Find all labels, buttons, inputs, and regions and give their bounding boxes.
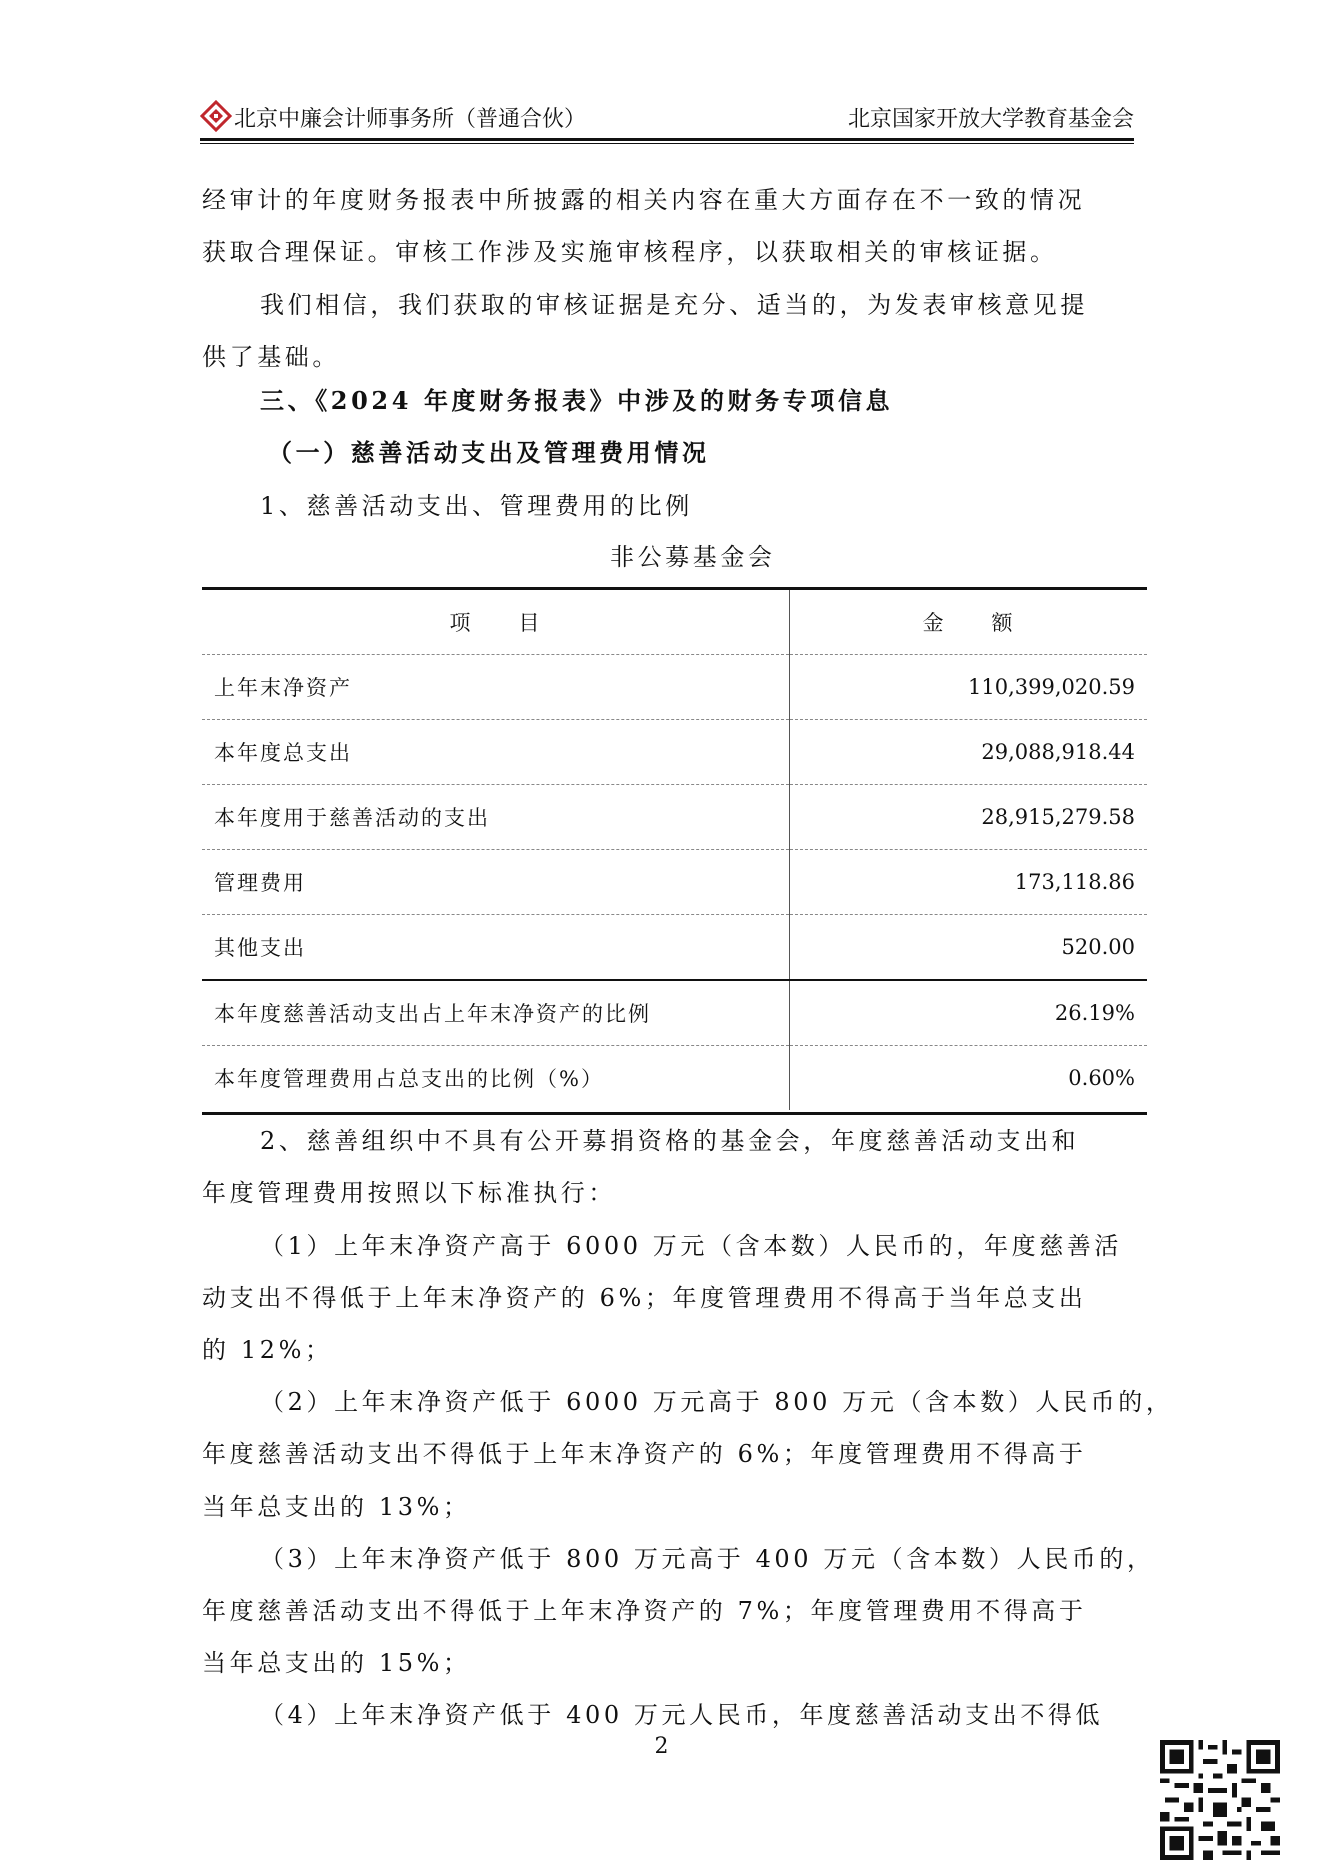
page-header [200, 98, 1134, 142]
row-amount: 520.00 [790, 915, 1148, 981]
row-amount: 28,915,279.58 [790, 785, 1148, 850]
table-header-row [202, 590, 1147, 655]
section-heading: 三、《2024 年度财务报表》中涉及的财务专项信息 [260, 386, 894, 415]
subsection-heading: （一）慈善活动支出及管理费用情况 [268, 438, 710, 467]
client-name: 北京国家开放大学教育基金会 [847, 107, 1134, 132]
paragraph-line: 当年总支出的 15%； [202, 1649, 471, 1677]
paragraph-line: 经审计的年度财务报表中所披露的相关内容在重大方面存在不一致的情况 [202, 186, 1086, 214]
table-caption: 非公募基金会 [610, 543, 776, 571]
table-row [202, 655, 1147, 720]
row-label: 本年度用于慈善活动的支出 [202, 785, 790, 850]
row-amount: 29,088,918.44 [790, 720, 1148, 785]
header-rule [200, 138, 1134, 141]
row-label: 管理费用 [202, 850, 790, 915]
table-row [202, 1046, 1147, 1111]
row-label: 本年度总支出 [202, 720, 790, 785]
firm-logo-icon [200, 100, 232, 132]
header-rule-thin [200, 143, 1134, 144]
row-amount: 0.60% [790, 1046, 1148, 1111]
paragraph-line: 动支出不得低于上年末净资产的 6%；年度管理费用不得高于当年总支出 [202, 1284, 1087, 1312]
paragraph-line: 年度慈善活动支出不得低于上年末净资产的 6%；年度管理费用不得高于 [202, 1440, 1087, 1468]
row-amount: 173,118.86 [790, 850, 1148, 915]
paragraph-line: （1）上年末净资产高于 6000 万元（含本数）人民币的，年度慈善活 [260, 1232, 1123, 1260]
paragraph-line: 年度管理费用按照以下标准执行： [202, 1179, 616, 1207]
verification-qr-code-icon [1160, 1740, 1280, 1860]
paragraph-line: 获取合理保证。审核工作涉及实施审核程序，以获取相关的审核证据。 [202, 238, 1058, 266]
paragraph-line: （2）上年末净资产低于 6000 万元高于 800 万元（含本数）人民币的， [260, 1388, 1174, 1416]
audit-firm-name: 北京中廉会计师事务所（普通合伙） [234, 107, 587, 132]
paragraph-line: 2、慈善组织中不具有公开募捐资格的基金会，年度慈善活动支出和 [260, 1127, 1080, 1155]
table-row [202, 785, 1147, 850]
table-row [202, 915, 1147, 981]
row-amount: 110,399,020.59 [790, 655, 1148, 720]
financial-ratio-table [202, 590, 1147, 1110]
row-label: 本年度管理费用占总支出的比例（%） [202, 1046, 790, 1111]
table-row [202, 850, 1147, 915]
paragraph-line: 当年总支出的 13%； [202, 1493, 471, 1521]
paragraph-line: （4）上年末净资产低于 400 万元人民币，年度慈善活动支出不得低 [260, 1701, 1104, 1729]
paragraph-line: 的 12%； [202, 1336, 333, 1364]
row-amount: 26.19% [790, 980, 1148, 1046]
paragraph-line: 年度慈善活动支出不得低于上年末净资产的 7%；年度管理费用不得高于 [202, 1597, 1087, 1625]
column-header: 项 目 [202, 590, 790, 655]
page-number: 2 [654, 1734, 669, 1759]
column-header: 金 额 [922, 611, 1015, 635]
row-label: 其他支出 [202, 915, 790, 981]
paragraph-line: 供了基础。 [202, 343, 340, 371]
table-row [202, 980, 1147, 1046]
paragraph-line: 我们相信，我们获取的审核证据是充分、适当的，为发表审核意见提 [260, 291, 1088, 319]
table-bottom-rule [202, 1112, 1147, 1115]
item-heading: 1、慈善活动支出、管理费用的比例 [260, 492, 693, 520]
row-label: 上年末净资产 [202, 655, 790, 720]
table-row [202, 720, 1147, 785]
paragraph-line: （3）上年末净资产低于 800 万元高于 400 万元（含本数）人民币的， [260, 1545, 1155, 1573]
row-label: 本年度慈善活动支出占上年末净资产的比例 [202, 980, 790, 1046]
